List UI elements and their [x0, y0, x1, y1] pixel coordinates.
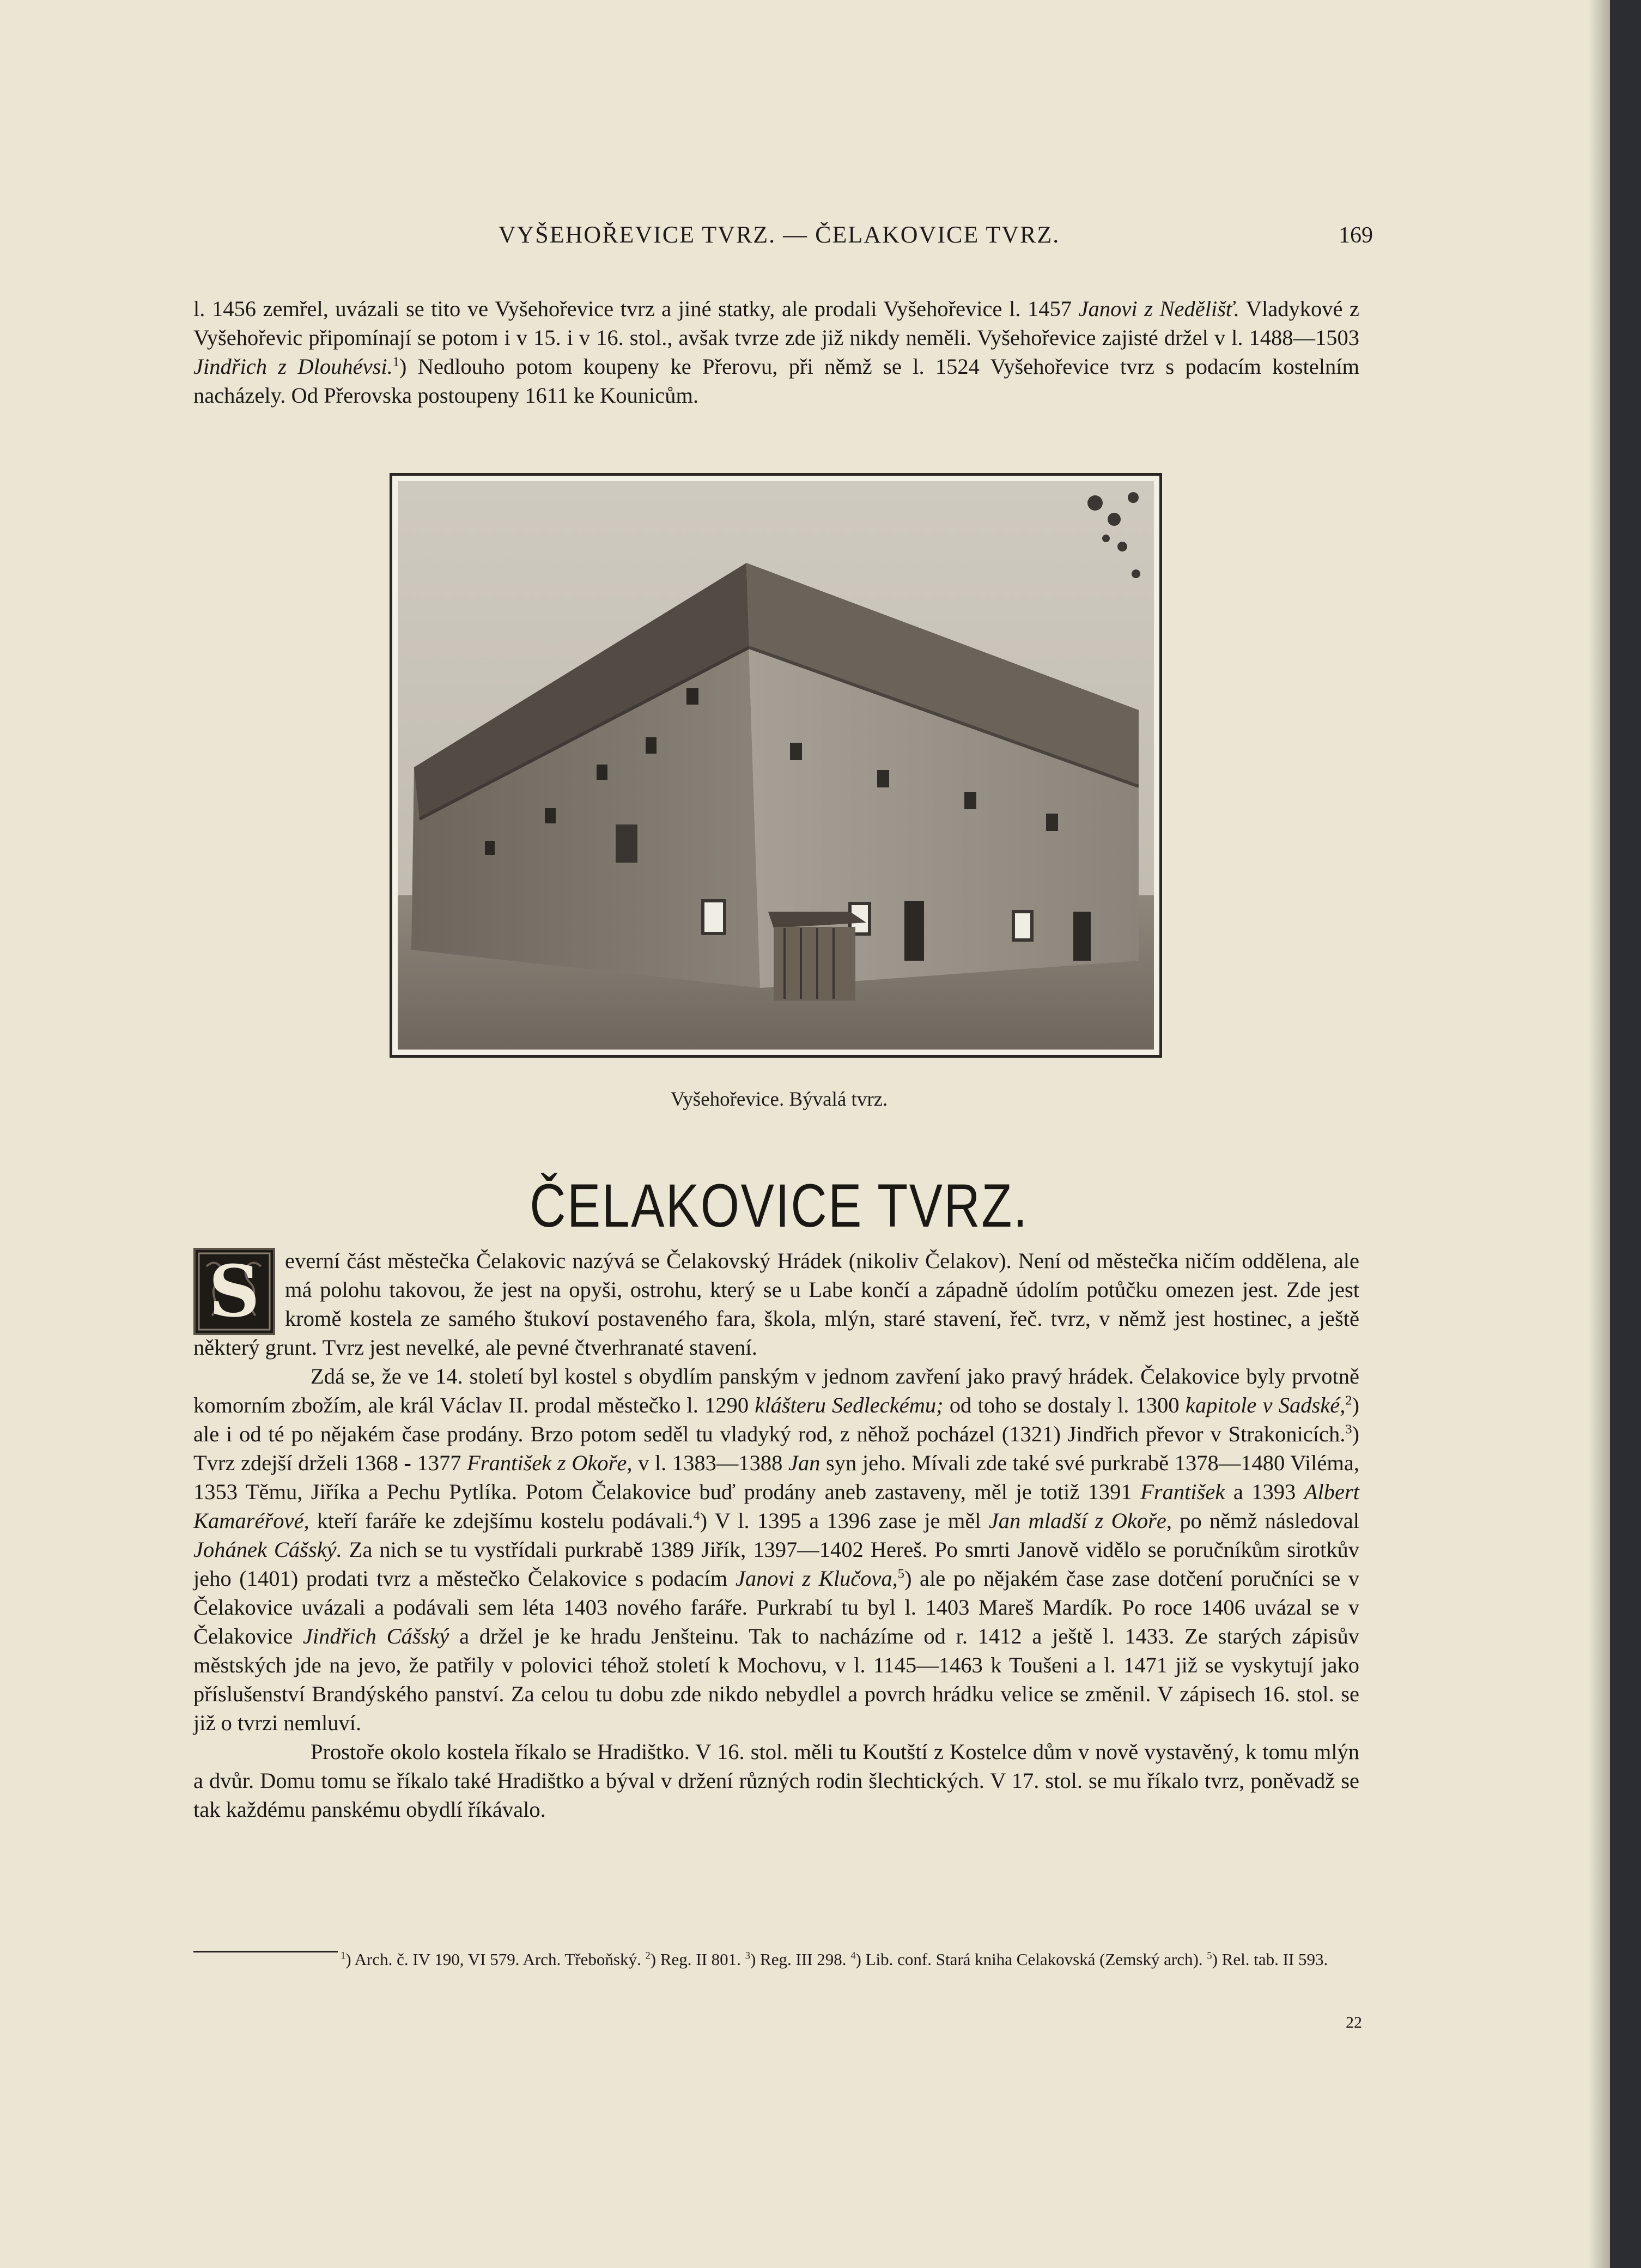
- footnote-4-number: 4: [850, 1950, 856, 1962]
- p2-italic-10: Jindřich Cášský: [302, 1624, 449, 1648]
- p2-italic-4: Jan: [788, 1451, 820, 1475]
- intro-italic-1: Janovi z Nedělišť.: [1078, 296, 1239, 321]
- p2-text-10: po němž následoval: [1171, 1508, 1360, 1533]
- p2-italic-3: František z Okoře,: [467, 1451, 633, 1475]
- intro-text-2: Vladykové z Vyšehořevic připomínají se potom i v 15. i v 16. stol., avšak tvrze zde již nikdy neměli. Vyšehořevice zajisté držel v l. 1488—1503: [193, 296, 1359, 350]
- p2-text-8: kteří faráře ke zdejšímu kostelu podávali.: [309, 1508, 694, 1533]
- footnote-3: ) Reg. III 298.: [750, 1950, 851, 1969]
- p2-text-7: a 1393: [1225, 1479, 1304, 1504]
- footnote-ref-5: 5: [897, 1566, 904, 1581]
- footnote-ref-4: 4: [693, 1508, 700, 1524]
- paragraph-3: Prostoře okolo kostela říkalo se Hradištko. V 16. stol. měli tu Koutští z Kostelce dům v nově vystavěný, k tomu mlýn a dvůr. Domu tomu se říkalo také Hradištko a býval v držení různých rodin šlechtických. V 17. stol. se mu říkalo tvrz, poněvadž se tak každému panskému obydlí říkávalo.: [193, 1739, 1359, 1822]
- intro-italic-2: Jindřich z Dlouhévsi.: [193, 354, 393, 379]
- paragraph-2: [193, 1362, 1359, 1737]
- footnotes: [193, 1948, 1359, 1971]
- paragraph-1: [193, 1246, 1359, 1362]
- fortress-photograph: [390, 473, 1162, 1058]
- p2-italic-5: František: [1140, 1479, 1225, 1504]
- printer-signature: 22: [1346, 2014, 1362, 2032]
- p2-italic-1: klášteru Sedleckému;: [755, 1393, 944, 1417]
- p2-italic-2: kapitole v Sadské,: [1185, 1393, 1346, 1417]
- p2-text-4: ) Tvrz zdejší drželi 1368 - 1377: [193, 1422, 1359, 1475]
- p2-text-5: v l. 1383—1388: [632, 1451, 788, 1475]
- page-edge-shadow: [1588, 0, 1610, 2268]
- footnote-5-number: 5: [1207, 1950, 1212, 1962]
- p2-italic-6: Albert Kamaréřové,: [193, 1479, 1359, 1533]
- footnote-3-number: 3: [745, 1950, 750, 1962]
- footnote-ref-1: 1: [392, 354, 399, 369]
- p2-italic-7: Jan mladší z Okoře,: [988, 1508, 1172, 1533]
- section-title: ČELAKOVICE TVRZ.: [530, 1172, 1029, 1240]
- intro-text-3: ) Nedlouho potom koupeny ke Přerovu, při němž se l. 1524 Vyšehořevice tvrz s podacím kostelním nacházely. Od Přerovska postoupeny 1611 ke Kounicům.: [193, 354, 1359, 408]
- intro-paragraph: [193, 294, 1359, 410]
- running-head: VYŠEHOŘEVICE TVRZ. — ČELAKOVICE TVRZ.: [498, 221, 1060, 248]
- initial-letter: S: [209, 1250, 260, 1333]
- paragraph-1-text: everní část městečka Čelakovic nazývá se Čelakovský Hrádek (nikoliv Čelakov). Není od městečka ničím oddělena, ale má polohu takovou, že jest na opyši, ostrohu, který se u Labe končí a západně údolím potůčku omezen jest. Zde jest kromě kostela ze samého štukoví postaveného fara, škola, mlýn, staré stavení, řeč. tvrz, v němž jest hostinec, a ještě některý grunt. Tvrz jest nevelké, ale pevné čtverhranaté stavení.: [193, 1248, 1359, 1360]
- p2-text-3: ) ale i od té po nějakém čase prodány. Brzo potom seděl tu vladyký rod, z něhož pocházel (1321) Jindřich převor v Strakonicích.: [193, 1393, 1360, 1446]
- footnote-2-number: 2: [645, 1950, 651, 1962]
- footnote-5: ) Rel. tab. II 593.: [1212, 1950, 1328, 1969]
- body-text: [193, 1246, 1359, 1824]
- p2-text-1: Zdá se, že ve 14. století byl kostel s obydlím panským v jednom zavření jako pravý hrádek. Čelakovice byly prvotně komorním zbožím, ale král Václav II. prodal městečko l. 1290: [193, 1364, 1359, 1417]
- intro-text-1: l. 1456 zemřel, uvázali se tito ve Vyšehořevice tvrz a jiné statky, ale prodali Vyšehořevice l. 1457: [193, 296, 1079, 321]
- p2-text-2: od toho se dostaly l. 1300: [943, 1393, 1186, 1417]
- footnote-1: ) Arch. č. IV 190, VI 579. Arch. Třeboňský.: [345, 1950, 646, 1969]
- p2-italic-8: Johánek Cášský.: [193, 1537, 342, 1562]
- p2-text-12: ) ale po nějakém čase zase dotčení poručníci se v Čelakovice uvázali a podávali sem léta 1403 nového faráře. Purkrabí tu byl l. 1403 Mareš Mardík. Po roce 1406 uvázal se v Čelakovice: [193, 1566, 1359, 1648]
- p2-text-13: a držel je ke hradu Jenšteinu. Tak to nacházíme od r. 1412 a ještě l. 1433. Ze starých zápisův městských jde na jevo, že patřily v polovici téhož století k Mochovu, v l. 1145—1463 k Toušeni a l. 1471 již se vyskytují jako příslušenství Brandýského panství. Za celou tu dobu zde nikdo nebydlel a povrch hrádku velice se změnil. V zápisech 16. stol. se již o tvrzi nemluví.: [193, 1624, 1359, 1735]
- footnote-2: ) Reg. II 801.: [650, 1950, 745, 1969]
- footnote-ref-3: 3: [1345, 1422, 1352, 1437]
- p2-text-6: syn jeho. Mívali zde také své purkrabě 1378—1480 Viléma, 1353 Těmu, Jiříka a Pechu Pytlíka. Potom Čelakovice buď prodány aneb zastaveny, měl je totiž 1391: [193, 1451, 1359, 1504]
- p2-text-11: Za nich se tu vystřídali purkrabě 1389 Jiřík, 1397—1402 Hereš. Po smrti Janově vidělo se poručníkům sirotkův jeho (1401) prodati tvrz a městečko Čelakovice s podacím: [193, 1537, 1359, 1591]
- p2-text-9: ) V l. 1395 a 1396 zase je měl: [700, 1508, 989, 1533]
- page-number: 169: [1339, 223, 1373, 248]
- fortress-photo-illustration: [398, 481, 1154, 1050]
- photo-caption: Vyšehořevice. Bývalá tvrz.: [670, 1088, 888, 1111]
- footnote-ref-2: 2: [1345, 1393, 1352, 1408]
- p2-italic-9: Janovi z Klučova,: [735, 1566, 898, 1591]
- footnote-4: ) Lib. conf. Stará kniha Celakovská (Zemský arch).: [855, 1950, 1207, 1969]
- footnote-1-number: 1: [341, 1950, 346, 1962]
